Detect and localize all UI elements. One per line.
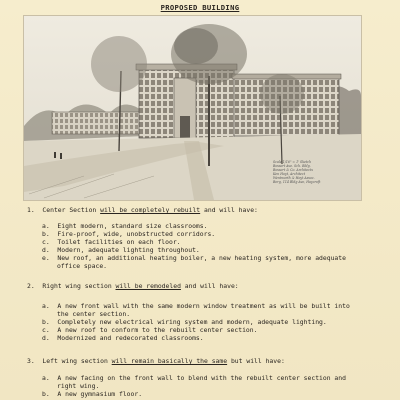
list-item: b. Fire-proof, wide, unobstructed corridors. bbox=[42, 230, 216, 238]
section-number: 1. bbox=[27, 206, 35, 214]
section-underlined: will be completely rebuilt bbox=[100, 206, 201, 214]
list-item: e. New roof, an additional heating boiler, a new heating system, more adequate bbox=[42, 254, 346, 262]
list-item: c. A new roof to conform to the rebuilt center section. bbox=[42, 326, 258, 334]
section-prefix: Center Section bbox=[42, 206, 101, 214]
list-item: a. A new facing on the front wall to blend with the rebuilt center section and bbox=[42, 374, 346, 382]
list-item: b. Completely new electrical wiring system and modern, adequate lighting. bbox=[42, 318, 327, 326]
list-item: d. Modernized and redecorated classrooms. bbox=[42, 334, 204, 342]
section-underlined: will remain basically the same bbox=[111, 357, 228, 365]
list-item: c. Toilet facilities on each floor. bbox=[42, 238, 181, 246]
list-item: a. A new front wall with the same modern window treatment as will be built into bbox=[42, 302, 350, 310]
sketch-caption-line: Ken Hoyt, Architect bbox=[273, 172, 305, 176]
section-prefix: Left wing section bbox=[42, 357, 112, 365]
list-item: b. A new gymnasium floor. bbox=[42, 390, 143, 398]
page-title: PROPOSED BUILDING bbox=[160, 3, 240, 12]
section-suffix: and will have: bbox=[200, 206, 258, 214]
section-heading bbox=[27, 206, 258, 214]
sketch-caption-line: Bossert Ave. Sch. Bldg. bbox=[273, 164, 311, 168]
section-number: 3. bbox=[27, 357, 35, 365]
sketch-caption-line: Wentworth & Hoyt Assoc. bbox=[273, 176, 315, 180]
list-item-continuation: office space. bbox=[57, 262, 108, 270]
section-suffix: and will have: bbox=[180, 282, 239, 290]
sketch-caption-line: Berg, 114 Bldg Ave, Haycroft bbox=[273, 180, 321, 184]
section-heading bbox=[27, 357, 285, 365]
section-prefix: Right wing section bbox=[42, 282, 116, 290]
sketch-caption-line: Bossert & Co. Architects bbox=[273, 168, 313, 172]
section-suffix: but will have: bbox=[227, 357, 285, 365]
sketch-caption-line: Scale 1/16" = 1' Sketch bbox=[273, 160, 312, 164]
list-item-continuation: right wing. bbox=[57, 382, 100, 390]
section-underlined: will be remodeled bbox=[115, 282, 181, 290]
section-number: 2. bbox=[27, 282, 35, 290]
list-item: a. Eight modern, standard size classrooms. bbox=[42, 222, 208, 230]
list-item: d. Modern, adequate lighting throughout. bbox=[42, 246, 200, 254]
list-item-continuation: the center section. bbox=[57, 310, 131, 318]
section-heading bbox=[27, 282, 239, 290]
